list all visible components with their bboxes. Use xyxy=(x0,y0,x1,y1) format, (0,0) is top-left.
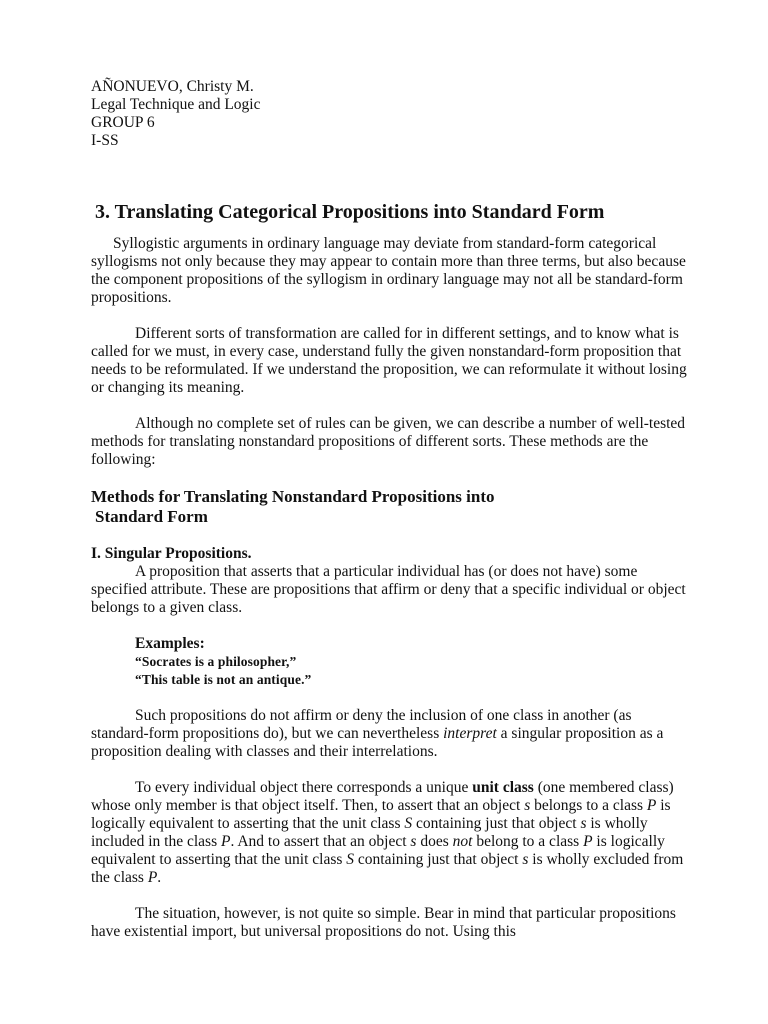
emphasis-interpret: interpret xyxy=(443,725,497,742)
example-item: “This table is not an antique.” xyxy=(135,672,312,687)
document-title: 3. Translating Categorical Propositions into Standard Form xyxy=(95,201,605,223)
author-name: AÑONUEVO, Christy M. xyxy=(91,78,254,95)
paragraph-interpret: Such propositions do not affirm or deny the inclusion of one class in another (as standard-form propositions do), but we can nevertheless interpret a singular proposition as a proposition dealing with classes and their interrelations. xyxy=(91,707,664,760)
methods-heading-line1: Methods for Translating Nonstandard Propositions into xyxy=(91,487,495,506)
paragraph-intro: Syllogistic arguments in ordinary language may deviate from standard-form categorical syllogisms not only because they may appear to contain more than three terms, but also because the component propositions of the syllogism in ordinary language may not all be standard-form propositions. xyxy=(91,235,686,306)
group-label: GROUP 6 xyxy=(91,114,155,131)
paragraph-singular-definition: A proposition that asserts that a particular individual has (or does not have) some specified attribute. These are propositions that affirm or deny that a specific individual or object belongs to a given class. xyxy=(91,563,686,616)
paragraph-transformation: Different sorts of transformation are called for in different settings, and to know what is called for we must, in every case, understand fully the given nonstandard-form proposition that needs to be reformulated. If we understand the proposition, we can reformulate it without losing or changing its meaning. xyxy=(91,325,687,396)
section-heading-singular: I. Singular Propositions. xyxy=(91,545,252,562)
example-item: “Socrates is a philosopher,” xyxy=(135,654,297,669)
paragraph-unit-class: To every individual object there corresponds a unique unit class (one membered class) whose only member is that object itself. Then, to assert that an object s belongs to a class P is logically equivalent to asserting that the unit class S containing just that object s is wholly included in the class P. And to assert that an object s does not belong to a class P is logically equivalent to asserting that the unit class S containing just that object s is wholly excluded from the class P. xyxy=(91,779,684,886)
author-header xyxy=(91,78,261,150)
section-label: I-SS xyxy=(91,132,119,149)
document-body xyxy=(91,235,691,941)
examples-block xyxy=(91,635,691,689)
course-name: Legal Technique and Logic xyxy=(91,96,261,113)
paragraph-situation: The situation, however, is not quite so simple. Bear in mind that particular propositions have existential import, but universal propositions do not. Using this xyxy=(91,905,676,940)
paragraph-methods-intro: Although no complete set of rules can be given, we can describe a number of well-tested methods for translating nonstandard propositions of different sorts. These methods are the following: xyxy=(91,415,686,468)
term-unit-class: unit class xyxy=(472,779,534,796)
examples-label: Examples: xyxy=(135,635,205,652)
methods-heading xyxy=(91,487,691,527)
methods-heading-line2: Standard Form xyxy=(95,507,208,526)
